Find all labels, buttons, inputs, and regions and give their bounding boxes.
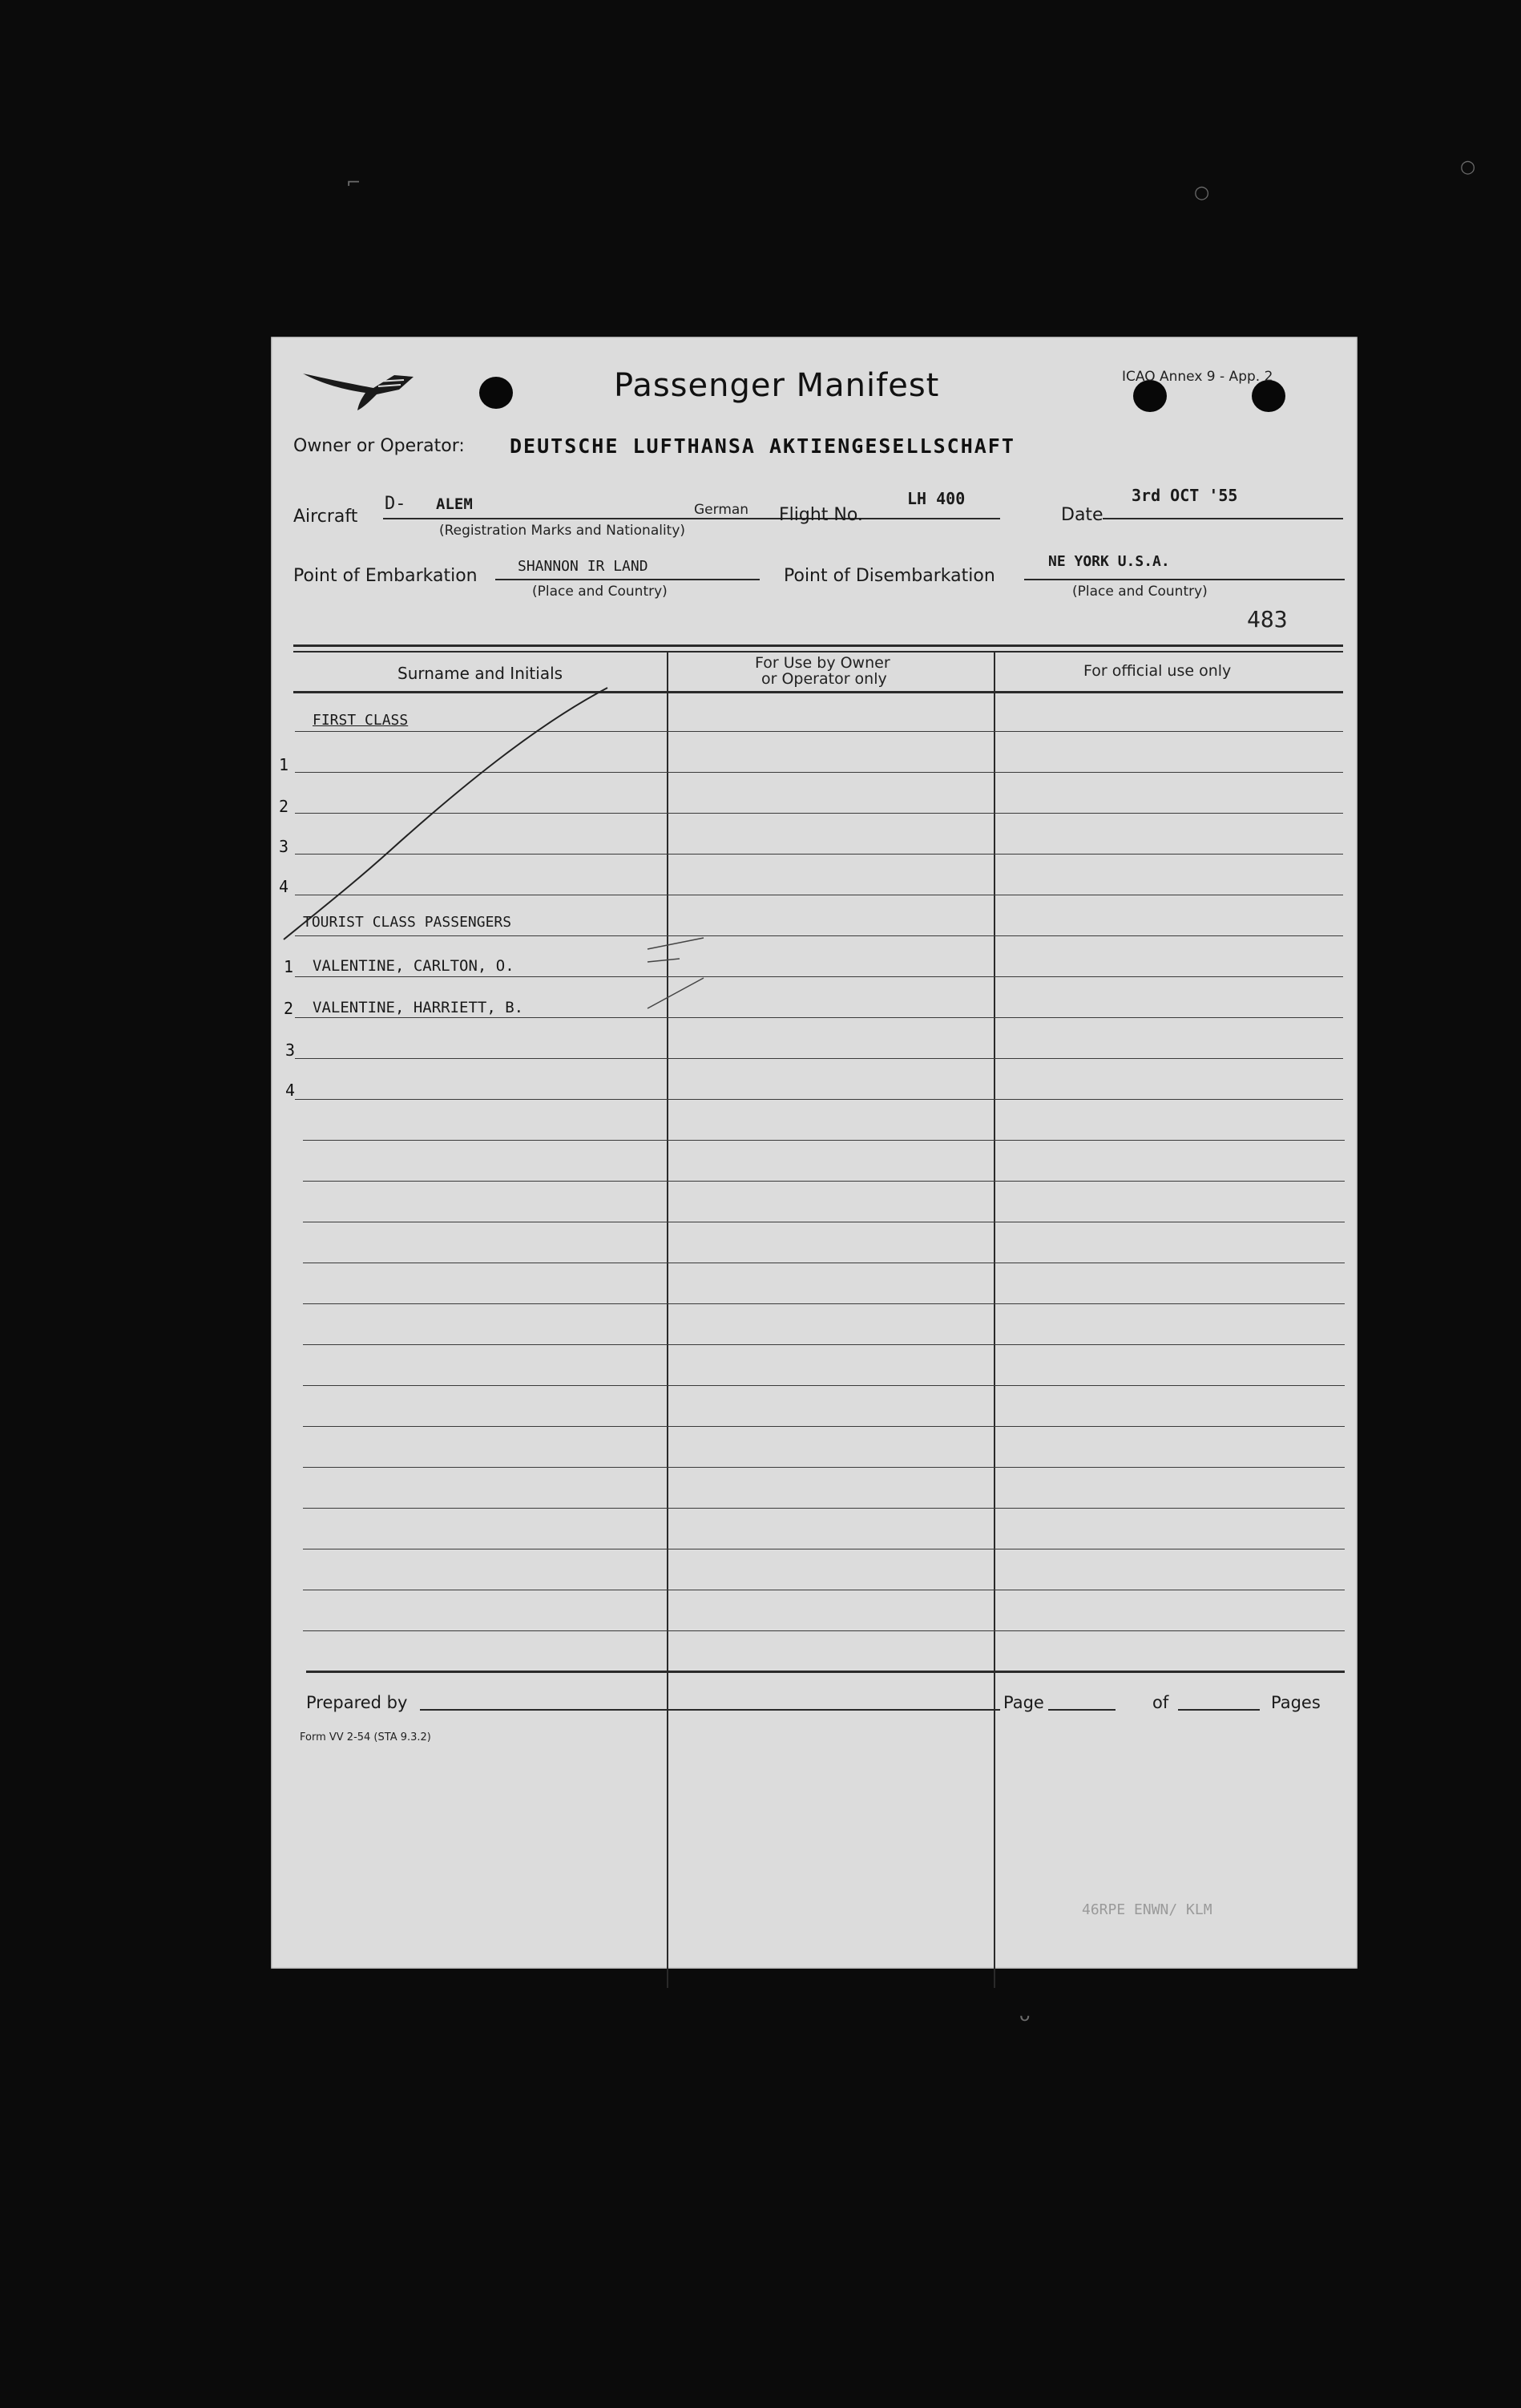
handwritten-page-number: 483 [1247, 606, 1288, 632]
owner-value: DEUTSCHE LUFTHANSA AKTIENGESELLSCHAFT [510, 434, 1015, 458]
of-label: of [1152, 1693, 1169, 1712]
of-line [1178, 1709, 1260, 1711]
prepared-by-label: Prepared by [306, 1693, 408, 1712]
disembarkation-caption: (Place and Country) [1072, 584, 1208, 600]
embarkation-value: SHANNON IR LAND [518, 558, 648, 575]
column-header-owner-line1: For Use by Owner [755, 654, 890, 672]
date-value: 3rd OCT '55 [1132, 486, 1238, 505]
row-number: 4 [279, 877, 289, 896]
page-title: Passenger Manifest [614, 367, 940, 404]
background-speck: ○ [1460, 157, 1476, 177]
column-header-official: For official use only [1083, 662, 1232, 680]
page-label: Page [1003, 1693, 1044, 1712]
faint-stamp: 46RPE ENWN/ KLM [1082, 1901, 1212, 1918]
prepared-by-line [420, 1709, 1000, 1711]
embarkation-caption: (Place and Country) [532, 584, 668, 600]
row-number: 2 [279, 797, 289, 816]
aircraft-nationality: German [694, 502, 749, 518]
row-number: 1 [284, 957, 294, 976]
owner-label: Owner or Operator: [293, 436, 465, 456]
column-header-surname: Surname and Initials [397, 664, 563, 683]
aircraft-caption: (Registration Marks and Nationality) [439, 523, 686, 539]
page-line [1048, 1709, 1116, 1711]
column-header-owner-line2: or Operator only [761, 670, 887, 688]
row-number: 1 [279, 755, 289, 774]
flight-label: Flight No. [779, 505, 863, 525]
annex-reference: ICAO Annex 9 - App. 2 [1122, 369, 1273, 385]
passenger-name: VALENTINE, HARRIETT, B. [313, 999, 524, 1016]
row-number: 3 [279, 837, 289, 856]
row-number: 2 [284, 999, 294, 1018]
date-label: Date [1061, 505, 1103, 525]
background-speck: ᴗ [1019, 2006, 1031, 2026]
manifest-sheet [271, 337, 1358, 1969]
disembarkation-label: Point of Disembarkation [784, 566, 995, 586]
disembarkation-value: NE YORK U.S.A. [1048, 553, 1170, 570]
background-speck: ○ [1194, 183, 1210, 203]
background-speck: ⌐ [346, 173, 361, 193]
first-class-strike-line [271, 337, 1358, 1969]
aircraft-prefix: D- [385, 494, 406, 514]
passenger-name: VALENTINE, CARLTON, O. [313, 957, 514, 975]
aircraft-label: Aircraft [293, 507, 358, 527]
row-number: 4 [285, 1081, 296, 1100]
tourist-class-heading: TOURIST CLASS PASSENGERS [303, 914, 512, 931]
aircraft-registration: ALEM [436, 495, 473, 513]
table-bottom-rule [306, 1671, 1345, 1673]
embarkation-label: Point of Embarkation [293, 566, 478, 586]
first-class-heading: FIRST CLASS [313, 712, 409, 729]
flight-value: LH 400 [907, 489, 966, 508]
pages-label: Pages [1271, 1693, 1321, 1712]
row-number: 3 [285, 1040, 296, 1060]
form-number: Form VV 2-54 (STA 9.3.2) [300, 1731, 431, 1743]
